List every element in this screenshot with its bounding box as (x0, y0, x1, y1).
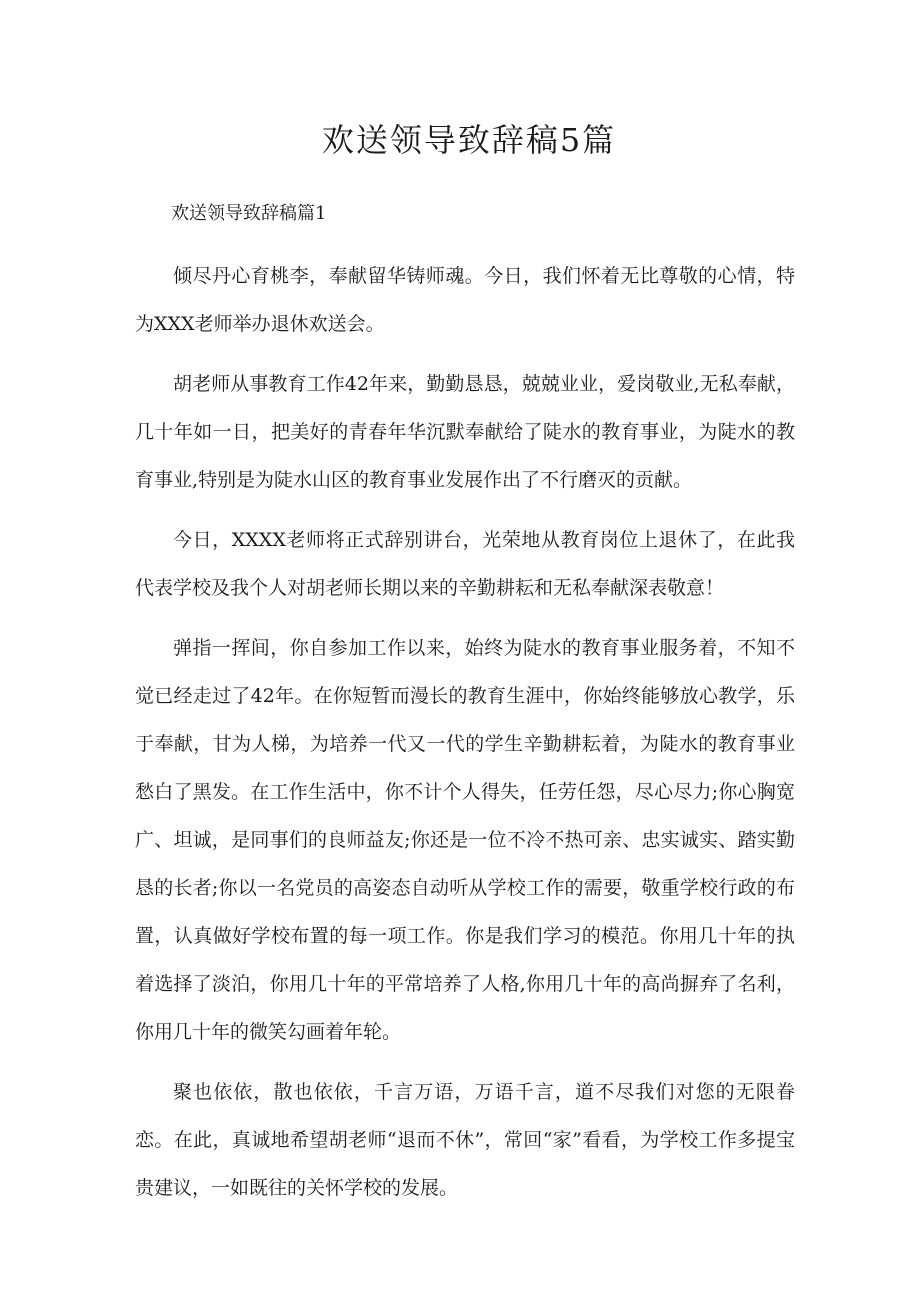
paragraph-2: 胡老师从事教育工作42年来，勤勤恳恳，兢兢业业，爱岗敬业,无私奉献，几十年如一日，把美好的青春年华沉默奉献给了陡水的教育事业，为陡水的教育事业,特别是为陡水山区的教育事业发展作出了不行磨灭的贡献。 (135, 373, 795, 491)
paragraph-5: 聚也依依，散也依依，千言万语，万语千言，道不尽我们对您的无限眷恋。在此，真诚地希望胡老师“退而不休”，常回“家”看看，为学校工作多提宝贵建议，一如既往的关怀学校的发展。 (135, 1081, 795, 1199)
paragraph-3: 今日，XXXX老师将正式辞别讲台，光荣地从教育岗位上退休了，在此我代表学校及我个人对胡老师长期以来的辛勤耕耘和无私奉献深表敬意！ (135, 529, 795, 599)
section-heading: 欢送领导致辞稿篇1 (171, 203, 327, 224)
paragraph-1: 倾尽丹心育桃李，奉献留华铸师魂。今日，我们怀着无比尊敬的心情，特为XXX老师举办退休欢送会。 (135, 265, 795, 335)
document-title: 欢送领导致辞稿5篇 (321, 121, 617, 159)
paragraph-4: 弹指一挥间，你自参加工作以来，始终为陡水的教育事业服务着，不知不觉已经走过了42年。在你短暂而漫长的教育生涯中，你始终能够放心教学，乐于奉献，甘为人梯，为培养一代又一代的学生辛勤耕耘着，为陡水的教育事业愁白了黑发。在工作生活中，你不计个人得失，任劳任怨，尽心尽力;你心胸宽广、坦诚，是同事们的良师益友;你还是一位不冷不热可亲、忠实诚实、踏实勤恳的长者;你以一名党员的高姿态自动听从学校工作的需要，敬重学校行政的布置，认真做好学校布置的每一项工作。你是我们学习的模范。你用几十年的执着选择了淡泊，你用几十年的平常培养了人格,你用几十年的高尚摒弃了名利，你用几十年的微笑勾画着年轮。 (135, 637, 795, 1043)
